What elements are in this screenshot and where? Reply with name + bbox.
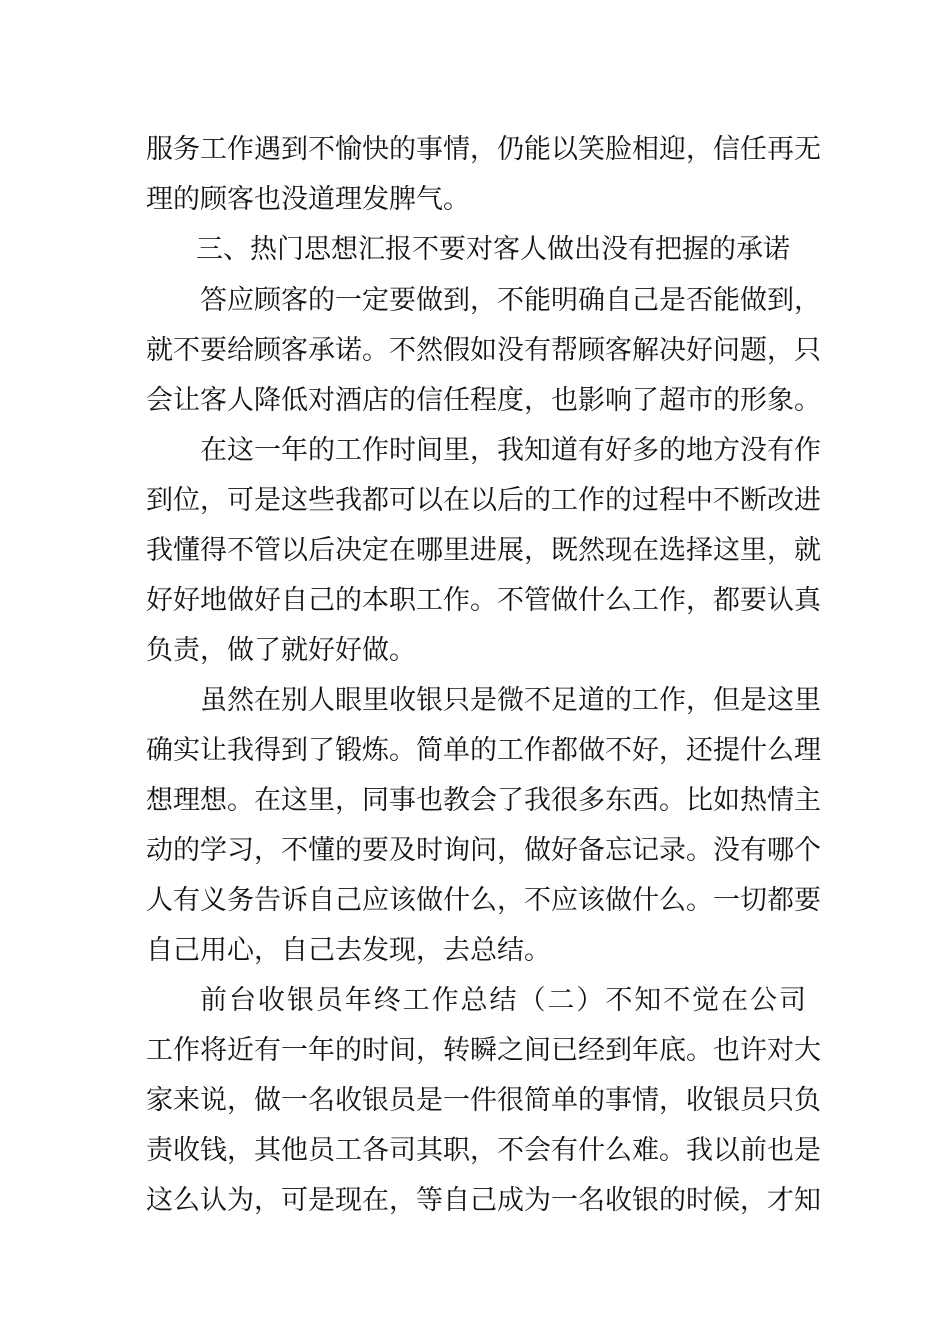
paragraph-line: 理的顾客也没道理发脾气。 <box>146 184 470 215</box>
paragraph-line: 自己用心，自己去发现，去总结。 <box>146 935 551 966</box>
paragraph-line: 动的学习，不懂的要及时询问，做好备忘记录。没有哪个 <box>146 835 821 866</box>
paragraph-line: 责收钱，其他员工各司其职，不会有什么难。我以前也是 <box>146 1135 821 1166</box>
paragraph-line: 我懂得不管以后决定在哪里进展，既然现在选择这里，就 <box>146 535 821 566</box>
paragraph-line: 到位，可是这些我都可以在以后的工作的过程中不断改进 <box>146 485 821 516</box>
paragraph-line: 会让客人降低对酒店的信任程度，也影响了超市的形象。 <box>146 385 821 416</box>
paragraph-line: 答应顾客的一定要做到，不能明确自己是否能做到， <box>200 285 821 316</box>
paragraph-line: 家来说，做一名收银员是一件很简单的事情，收银员只负 <box>146 1085 821 1116</box>
paragraph-line: 想理想。在这里，同事也教会了我很多东西。比如热情主 <box>146 785 821 816</box>
section-heading: 三、热门思想汇报不要对客人做出没有把握的承诺 <box>196 234 790 265</box>
paragraph-line: 人有义务告诉自己应该做什么，不应该做什么。一切都要 <box>146 885 821 916</box>
paragraph-line: 在这一年的工作时间里，我知道有好多的地方没有作 <box>200 435 821 466</box>
paragraph-line: 就不要给顾客承诺。不然假如没有帮顾客解决好问题，只 <box>146 335 821 366</box>
paragraph-line: 这么认为，可是现在，等自己成为一名收银的时候，才知 <box>146 1185 821 1216</box>
paragraph-line: 确实让我得到了锻炼。简单的工作都做不好，还提什么理 <box>146 735 821 766</box>
paragraph-line: 工作将近有一年的时间，转瞬之间已经到年底。也许对大 <box>146 1035 821 1066</box>
paragraph-line: 负责，做了就好好做。 <box>146 635 416 666</box>
paragraph-line: 虽然在别人眼里收银只是微不足道的工作，但是这里 <box>200 685 821 716</box>
paragraph-line: 好好地做好自己的本职工作。不管做什么工作，都要认真 <box>146 585 821 616</box>
section-title: 前台收银员年终工作总结（二） <box>200 985 606 1016</box>
section-title-line <box>200 981 806 1021</box>
paragraph-line: 服务工作遇到不愉快的事情，仍能以笑脸相迎，信任再无 <box>146 134 821 165</box>
paragraph-start: 不知不觉在公司 <box>605 985 807 1016</box>
